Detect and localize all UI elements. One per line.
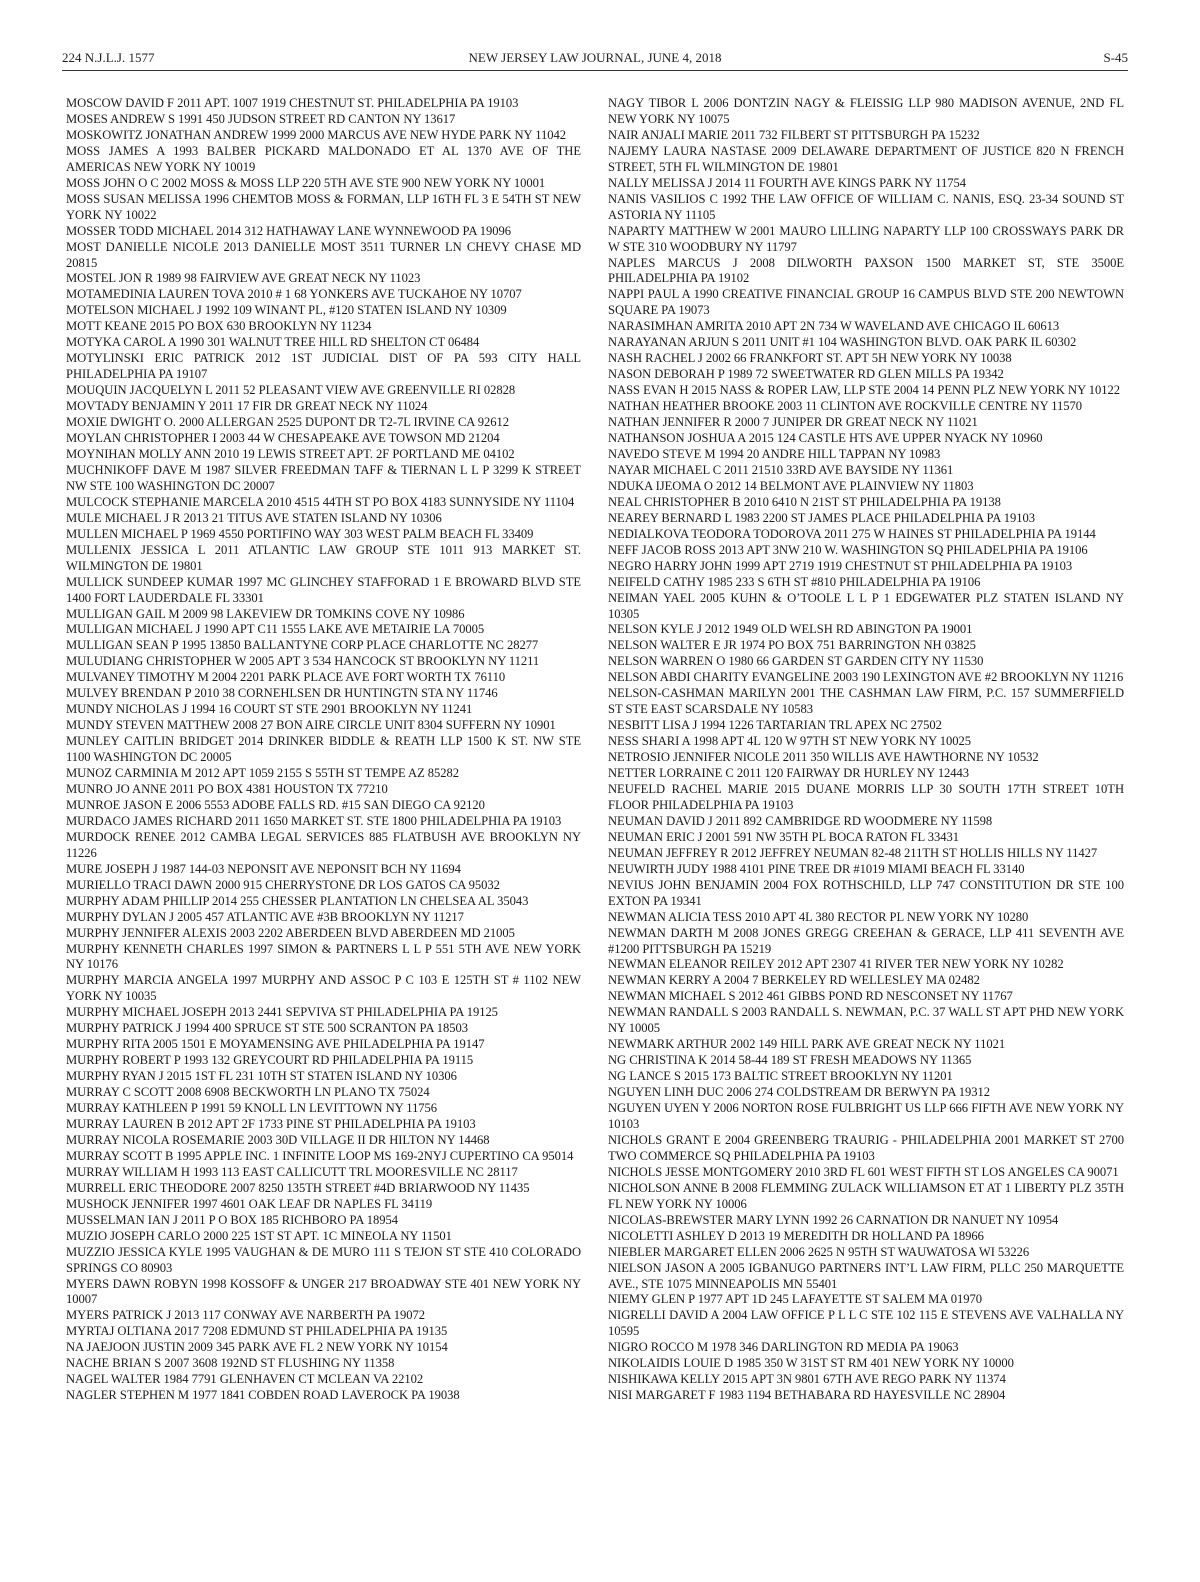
- attorney-entry: NISHIKAWA KELLY 2015 APT 3N 9801 67TH AVE REGO PARK NY 11374: [608, 1372, 1006, 1387]
- attorney-entry: NEUMAN JEFFREY R 2012 JEFFREY NEUMAN 82-48 211TH ST HOLLIS HILLS NY 11427: [608, 845, 1098, 860]
- attorney-entry: NAYAR MICHAEL C 2011 21510 33RD AVE BAYSIDE NY 11361: [608, 462, 954, 477]
- attorney-entry: MUNOZ CARMINIA M 2012 APT 1059 2155 S 55TH ST TEMPE AZ 85282: [66, 766, 460, 781]
- attorney-entry: MOSCOW DAVID F 2011 APT. 1007 1919 CHESTNUT ST. PHILADELPHIA PA 19103: [66, 96, 519, 110]
- attorney-entry: MURDACO JAMES RICHARD 2011 1650 MARKET ST. STE 1800 PHILADELPHIA PA 19103: [66, 813, 562, 828]
- attorney-entry: MUNLEY CAITLIN BRIDGET 2014 DRINKER BIDDLE & REATH LLP 1500 K ST. NW STE 1100 WASHINGTON DC 20005: [66, 734, 581, 765]
- journal-date: NEW JERSEY LAW JOURNAL, JUNE 4, 2018: [468, 50, 722, 65]
- attorney-entry: MOTT KEANE 2015 PO BOX 630 BROOKLYN NY 11234: [66, 319, 372, 334]
- attorney-entry: MURPHY ROBERT P 1993 132 GREYCOURT RD PHILADELPHIA PA 19115: [66, 1053, 474, 1068]
- attorney-entry: MOXIE DWIGHT O. 2000 ALLERGAN 2525 DUPONT DR T2-7L IRVINE CA 92612: [66, 415, 509, 430]
- attorney-entry: MULVEY BRENDAN P 2010 38 CORNEHLSEN DR HUNTINGTN STA NY 11746: [66, 686, 498, 701]
- attorney-entry: NEAREY BERNARD L 1983 2200 ST JAMES PLACE PHILADELPHIA PA 19103: [608, 510, 1035, 525]
- page-number: S-45: [1103, 50, 1128, 65]
- attorney-entry: MOSTEL JON R 1989 98 FAIRVIEW AVE GREAT NECK NY 11023: [66, 271, 421, 286]
- attorney-entry: NEVIUS JOHN BENJAMIN 2004 FOX ROTHSCHILD, LLP 747 CONSTITUTION DR STE 100 EXTON PA 19341: [608, 877, 1124, 908]
- attorney-entry: MURE JOSEPH J 1987 144-03 NEPONSIT AVE NEPONSIT BCH NY 11694: [66, 861, 461, 876]
- attorney-entry: NIEBLER MARGARET ELLEN 2006 2625 N 95TH ST WAUWATOSA WI 53226: [608, 1244, 1030, 1259]
- attorney-entry: MULLEN MICHAEL P 1969 4550 PORTIFINO WAY 303 WEST PALM BEACH FL 33409: [66, 526, 534, 541]
- attorney-entry: NGUYEN UYEN Y 2006 NORTON ROSE FULBRIGHT US LLP 666 FIFTH AVE NEW YORK NY 10103: [608, 1101, 1124, 1131]
- attorney-entry: NEFF JACOB ROSS 2013 APT 3NW 210 W. WASHINGTON SQ PHILADELPHIA PA 19106: [608, 542, 1088, 557]
- attorney-entry: MOSSER TODD MICHAEL 2014 312 HATHAWAY LANE WYNNEWOOD PA 19096: [66, 223, 512, 238]
- attorney-entry: MURIELLO TRACI DAWN 2000 915 CHERRYSTONE DR LOS GATOS CA 95032: [66, 877, 500, 892]
- attorney-entry: MURPHY RYAN J 2015 1ST FL 231 10TH ST STATEN ISLAND NY 10306: [66, 1069, 457, 1084]
- attorney-entry: MOSS JOHN O C 2002 MOSS & MOSS LLP 220 5TH AVE STE 900 NEW YORK NY 10001: [66, 175, 546, 190]
- attorney-entry: NEDIALKOVA TEODORA TODOROVA 2011 275 W HAINES ST PHILADELPHIA PA 19144: [608, 526, 1096, 541]
- attorney-entry: MUNDY STEVEN MATTHEW 2008 27 BON AIRE CIRCLE UNIT 8304 SUFFERN NY 10901: [66, 718, 556, 733]
- attorney-entry: NEIMAN YAEL 2005 KUHN & O’TOOLE L L P 1 EDGEWATER PLZ STATEN ISLAND NY 10305: [608, 590, 1124, 621]
- attorney-entry: NIELSON JASON A 2005 IGBANUGO PARTNERS INT’L LAW FIRM, PLLC 250 MARQUETTE AVE., STE 1075 MINNEAPOLIS MN 55401: [608, 1260, 1124, 1291]
- attorney-entry: MURPHY MICHAEL JOSEPH 2013 2441 SEPVIVA ST PHILADELPHIA PA 19125: [66, 1005, 498, 1020]
- attorney-entry: MOSKOWITZ JONATHAN ANDREW 1999 2000 MARCUS AVE NEW HYDE PARK NY 11042: [66, 127, 566, 142]
- attorney-entry: MULE MICHAEL J R 2013 21 TITUS AVE STATEN ISLAND NY 10306: [66, 510, 442, 525]
- attorney-entry: NAVEDO STEVE M 1994 20 ANDRE HILL TAPPAN NY 10983: [608, 446, 941, 461]
- attorney-entry: NESBITT LISA J 1994 1226 TARTARIAN TRL APEX NC 27502: [608, 718, 942, 733]
- attorney-entry: NEWMAN DARTH M 2008 JONES GREGG CREEHAN & GERACE, LLP 411 SEVENTH AVE #1200 PITTSBURGH PA 15219: [608, 925, 1124, 956]
- attorney-entry: NASH RACHEL J 2002 66 FRANKFORT ST. APT 5H NEW YORK NY 10038: [608, 351, 1012, 366]
- running-head: [62, 48, 1128, 71]
- attorney-entry: NETTER LORRAINE C 2011 120 FAIRWAY DR HURLEY NY 12443: [608, 766, 970, 781]
- attorney-entry: MOTYLINSKI ERIC PATRICK 2012 1ST JUDICIAL DIST OF PA 593 CITY HALL PHILADELPHIA PA 19107: [66, 351, 581, 382]
- attorney-entry: MURRAY LAUREN B 2012 APT 2F 1733 PINE ST PHILADELPHIA PA 19103: [66, 1117, 476, 1131]
- attorney-entry: MURRAY KATHLEEN P 1991 59 KNOLL LN LEVITTOWN NY 11756: [66, 1101, 438, 1116]
- attorney-entry: MULLIGAN SEAN P 1995 13850 BALLANTYNE CORP PLACE CHARLOTTE NC 28277: [66, 638, 539, 653]
- attorney-entry: NIKOLAIDIS LOUIE D 1985 350 W 31ST ST RM 401 NEW YORK NY 10000: [608, 1356, 1014, 1371]
- attorney-entry: MURPHY PATRICK J 1994 400 SPRUCE ST STE 500 SCRANTON PA 18503: [66, 1021, 469, 1036]
- attorney-entry: MUNROE JASON E 2006 5553 ADOBE FALLS RD. #15 SAN DIEGO CA 92120: [66, 797, 485, 812]
- attorney-entry: NELSON-CASHMAN MARILYN 2001 THE CASHMAN LAW FIRM, P.C. 157 SUMMERFIELD ST STE EAST SCARSDALE NY 10583: [608, 686, 1124, 717]
- attorney-entry: NATHANSON JOSHUA A 2015 124 CASTLE HTS AVE UPPER NYACK NY 10960: [608, 431, 1043, 446]
- attorney-entry: NARAYANAN ARJUN S 2011 UNIT #1 104 WASHINGTON BLVD. OAK PARK IL 60302: [608, 335, 1077, 350]
- attorney-entry: NAIR ANJALI MARIE 2011 732 FILBERT ST PITTSBURGH PA 15232: [608, 127, 980, 142]
- attorney-entry: NDUKA IJEOMA O 2012 14 BELMONT AVE PLAINVIEW NY 11803: [608, 478, 974, 493]
- attorney-entry: MUNRO JO ANNE 2011 PO BOX 4381 HOUSTON TX 77210: [66, 781, 388, 796]
- attorney-entry: MURRELL ERIC THEODORE 2007 8250 135TH STREET #4D BRIARWOOD NY 11435: [66, 1180, 530, 1195]
- attorney-entry: NAGY TIBOR L 2006 DONTZIN NAGY & FLEISSIG LLP 980 MADISON AVENUE, 2ND FL NEW YORK NY 10075: [608, 96, 1124, 126]
- attorney-entry: MOST DANIELLE NICOLE 2013 DANIELLE MOST 3511 TURNER LN CHEVY CHASE MD 20815: [66, 239, 581, 270]
- attorney-entry: NEWMAN MICHAEL S 2012 461 GIBBS POND RD NESCONSET NY 11767: [608, 989, 1013, 1004]
- attorney-entry: NELSON ABDI CHARITY EVANGELINE 2003 190 LEXINGTON AVE #2 BROOKLYN NY 11216: [608, 670, 1124, 685]
- attorney-entry: MULLIGAN GAIL M 2009 98 LAKEVIEW DR TOMKINS COVE NY 10986: [66, 606, 465, 621]
- attorney-entry: NELSON KYLE J 2012 1949 OLD WELSH RD ABINGTON PA 19001: [608, 622, 973, 637]
- attorney-entry: NIGRELLI DAVID A 2004 LAW OFFICE P L L C STE 102 115 E STEVENS AVE VALHALLA NY 10595: [608, 1308, 1124, 1339]
- attorney-entry: NESS SHARI A 1998 APT 4L 120 W 97TH ST NEW YORK NY 10025: [608, 734, 972, 749]
- attorney-entry: NELSON WALTER E JR 1974 PO BOX 751 BARRINGTON NH 03825: [608, 638, 976, 653]
- attorney-entry: MURRAY C SCOTT 2008 6908 BECKWORTH LN PLANO TX 75024: [66, 1085, 430, 1100]
- attorney-entry: MUZIO JOSEPH CARLO 2000 225 1ST ST APT. 1C MINEOLA NY 11501: [66, 1228, 452, 1243]
- attorney-entry: MOUQUIN JACQUELYN L 2011 52 PLEASANT VIEW AVE GREENVILLE RI 02828: [66, 383, 516, 398]
- attorney-entry: NEWMAN RANDALL S 2003 RANDALL S. NEWMAN, P.C. 37 WALL ST APT PHD NEW YORK NY 10005: [608, 1005, 1124, 1036]
- attorney-entry: MOYNIHAN MOLLY ANN 2010 19 LEWIS STREET APT. 2F PORTLAND ME 04102: [66, 446, 515, 461]
- attorney-entry: NG CHRISTINA K 2014 58-44 189 ST FRESH MEADOWS NY 11365: [608, 1053, 972, 1068]
- attorney-entry: NEWMAN ELEANOR REILEY 2012 APT 2307 41 RIVER TER NEW YORK NY 10282: [608, 957, 1064, 972]
- attorney-entry: NARASIMHAN AMRITA 2010 APT 2N 734 W WAVELAND AVE CHICAGO IL 60613: [608, 319, 1060, 334]
- attorney-entry: NALLY MELISSA J 2014 11 FOURTH AVE KINGS PARK NY 11754: [608, 175, 966, 190]
- attorney-entry: NICHOLS GRANT E 2004 GREENBERG TRAURIG - PHILADELPHIA 2001 MARKET ST 2700 TWO COMMERCE SQ PHILADELPHIA PA 19103: [608, 1132, 1124, 1163]
- attorney-entry: MURPHY ADAM PHILLIP 2014 255 CHESSER PLANTATION LN CHELSEA AL 35043: [66, 893, 529, 908]
- right-column: [608, 96, 1124, 1404]
- attorney-entry: NA JAEJOON JUSTIN 2009 345 PARK AVE FL 2 NEW YORK NY 10154: [66, 1340, 448, 1355]
- attorney-entry: MURRAY NICOLA ROSEMARIE 2003 30D VILLAGE II DR HILTON NY 14468: [66, 1132, 490, 1147]
- attorney-entry: MOSES ANDREW S 1991 450 JUDSON STREET RD CANTON NY 13617: [66, 111, 456, 126]
- attorney-entry: NEWMARK ARTHUR 2002 149 HILL PARK AVE GREAT NECK NY 11021: [608, 1037, 1006, 1052]
- attorney-entry: NIGRO ROCCO M 1978 346 DARLINGTON RD MEDIA PA 19063: [608, 1340, 959, 1355]
- attorney-entry: NANIS VASILIOS C 1992 THE LAW OFFICE OF WILLIAM C. NANIS, ESQ. 23-34 SOUND ST ASTORIA NY 11105: [608, 191, 1124, 222]
- attorney-entry: NEUWIRTH JUDY 1988 4101 PINE TREE DR #1019 MIAMI BEACH FL 33140: [608, 861, 1025, 876]
- attorney-entry: MURPHY DYLAN J 2005 457 ATLANTIC AVE #3B BROOKLYN NY 11217: [66, 909, 464, 924]
- attorney-entry: NIEMY GLEN P 1977 APT 1D 245 LAFAYETTE ST SALEM MA 01970: [608, 1292, 982, 1307]
- attorney-entry: NEWMAN ALICIA TESS 2010 APT 4L 380 RECTOR PL NEW YORK NY 10280: [608, 909, 1029, 924]
- attorney-entry: MUZZIO JESSICA KYLE 1995 VAUGHAN & DE MURO 111 S TEJON ST STE 410 COLORADO SPRINGS CO 80903: [66, 1244, 581, 1275]
- attorney-entry: NISI MARGARET F 1983 1194 BETHABARA RD HAYESVILLE NC 28904: [608, 1388, 1006, 1403]
- attorney-entry: MOTYKA CAROL A 1990 301 WALNUT TREE HILL RD SHELTON CT 06484: [66, 335, 480, 350]
- citation: 224 N.J.L.J. 1577: [62, 50, 155, 65]
- attorney-entry: MYERS DAWN ROBYN 1998 KOSSOFF & UNGER 217 BROADWAY STE 401 NEW YORK NY 10007: [66, 1276, 581, 1307]
- attorney-entry: NASS EVAN H 2015 NASS & ROPER LAW, LLP STE 2004 14 PENN PLZ NEW YORK NY 10122: [608, 383, 1120, 398]
- attorney-entry: NEUMAN DAVID J 2011 892 CAMBRIDGE RD WOODMERE NY 11598: [608, 813, 993, 828]
- attorney-entry: MUSSELMAN IAN J 2011 P O BOX 185 RICHBORO PA 18954: [66, 1212, 398, 1227]
- attorney-entry: MURPHY MARCIA ANGELA 1997 MURPHY AND ASSOC P C 103 E 125TH ST # 1102 NEW YORK NY 10035: [66, 973, 581, 1004]
- attorney-entry: NELSON WARREN O 1980 66 GARDEN ST GARDEN CITY NY 11530: [608, 654, 984, 669]
- attorney-entry: MOTELSON MICHAEL J 1992 109 WINANT PL, #120 STATEN ISLAND NY 10309: [66, 303, 507, 318]
- attorney-entry: MOVTADY BENJAMIN Y 2011 17 FIR DR GREAT NECK NY 11024: [66, 399, 428, 414]
- attorney-entry: MULLENIX JESSICA L 2011 ATLANTIC LAW GROUP STE 1011 913 MARKET ST. WILMINGTON DE 19801: [66, 542, 581, 573]
- attorney-entry: NETROSIO JENNIFER NICOLE 2011 350 WILLIS AVE HAWTHORNE NY 10532: [608, 750, 1039, 765]
- attorney-entry: MOSS JAMES A 1993 BALBER PICKARD MALDONADO ET AL 1370 AVE OF THE AMERICAS NEW YORK NY 10019: [66, 143, 581, 174]
- attorney-entry: NEIFELD CATHY 1985 233 S 6TH ST #810 PHILADELPHIA PA 19106: [608, 574, 981, 589]
- attorney-entry: MURDOCK RENEE 2012 CAMBA LEGAL SERVICES 885 FLATBUSH AVE BROOKLYN NY 11226: [66, 829, 581, 860]
- attorney-entry: NASON DEBORAH P 1989 72 SWEETWATER RD GLEN MILLS PA 19342: [608, 367, 1004, 382]
- attorney-entry: NICHOLS JESSE MONTGOMERY 2010 3RD FL 601 WEST FIFTH ST LOS ANGELES CA 90071: [608, 1164, 1119, 1179]
- attorney-entry: MOSS SUSAN MELISSA 1996 CHEMTOB MOSS & FORMAN, LLP 16TH FL 3 E 54TH ST NEW YORK NY 10022: [66, 191, 581, 222]
- attorney-entry: NG LANCE S 2015 173 BALTIC STREET BROOKLYN NY 11201: [608, 1069, 953, 1084]
- attorney-entry: NICOLAS-BREWSTER MARY LYNN 1992 26 CARNATION DR NANUET NY 10954: [608, 1212, 1059, 1227]
- attorney-entry: MUCHNIKOFF DAVE M 1987 SILVER FREEDMAN TAFF & TIERNAN L L P 3299 K STREET NW STE 100 WASHINGTON DC 20007: [66, 462, 581, 493]
- attorney-entry: MULCOCK STEPHANIE MARCELA 2010 4515 44TH ST PO BOX 4183 SUNNYSIDE NY 11104: [66, 494, 575, 509]
- left-column: [66, 96, 581, 1404]
- attorney-entry: NATHAN HEATHER BROOKE 2003 11 CLINTON AVE ROCKVILLE CENTRE NY 11570: [608, 399, 1083, 414]
- attorney-entry: NAPPI PAUL A 1990 CREATIVE FINANCIAL GROUP 16 CAMPUS BLVD STE 200 NEWTOWN SQUARE PA 19073: [608, 287, 1124, 318]
- attorney-entry: MYERS PATRICK J 2013 117 CONWAY AVE NARBERTH PA 19072: [66, 1308, 425, 1323]
- attorney-entry: MULVANEY TIMOTHY M 2004 2201 PARK PLACE AVE FORT WORTH TX 76110: [66, 670, 506, 685]
- attorney-entry: NEGRO HARRY JOHN 1999 APT 2719 1919 CHESTNUT ST PHILADELPHIA PA 19103: [608, 558, 1073, 573]
- attorney-entry: NATHAN JENNIFER R 2000 7 JUNIPER DR GREAT NECK NY 11021: [608, 415, 978, 430]
- attorney-entry: NICHOLSON ANNE B 2008 FLEMMING ZULACK WILLIAMSON ET AT 1 LIBERTY PLZ 35TH FL NEW YORK NY 10006: [608, 1180, 1124, 1211]
- attorney-entry: NAGEL WALTER 1984 7791 GLENHAVEN CT MCLEAN VA 22102: [66, 1372, 424, 1387]
- attorney-entry: NEUFELD RACHEL MARIE 2015 DUANE MORRIS LLP 30 SOUTH 17TH STREET 10TH FLOOR PHILADELPHIA PA 19103: [608, 781, 1124, 812]
- attorney-entry: NEWMAN KERRY A 2004 7 BERKELEY RD WELLESLEY MA 02482: [608, 973, 980, 988]
- attorney-entry: NEAL CHRISTOPHER B 2010 6410 N 21ST ST PHILADELPHIA PA 19138: [608, 494, 1001, 509]
- attorney-entry: NAPARTY MATTHEW W 2001 MAURO LILLING NAPARTY LLP 100 CROSSWAYS PARK DR W STE 310 WOODBURY NY 11797: [608, 223, 1124, 254]
- attorney-entry: NAGLER STEPHEN M 1977 1841 COBDEN ROAD LAVEROCK PA 19038: [66, 1388, 460, 1403]
- attorney-entry: MURPHY JENNIFER ALEXIS 2003 2202 ABERDEEN BLVD ABERDEEN MD 21005: [66, 925, 515, 940]
- attorney-entry: MULUDIANG CHRISTOPHER W 2005 APT 3 534 HANCOCK ST BROOKLYN NY 11211: [66, 654, 540, 669]
- attorney-entry: MURPHY KENNETH CHARLES 1997 SIMON & PARTNERS L L P 551 5TH AVE NEW YORK NY 10176: [66, 941, 581, 972]
- attorney-entry: MURPHY RITA 2005 1501 E MOYAMENSING AVE PHILADELPHIA PA 19147: [66, 1037, 485, 1052]
- attorney-entry: MUSHOCK JENNIFER 1997 4601 OAK LEAF DR NAPLES FL 34119: [66, 1196, 433, 1211]
- attorney-entry: MURRAY WILLIAM H 1993 113 EAST CALLICUTT TRL MOORESVILLE NC 28117: [66, 1164, 518, 1179]
- attorney-entry: NGUYEN LINH DUC 2006 274 COLDSTREAM DR BERWYN PA 19312: [608, 1085, 991, 1100]
- attorney-entry: MULLICK SUNDEEP KUMAR 1997 MC GLINCHEY STAFFORAD 1 E BROWARD BLVD STE 1400 FORT LAUDERDALE FL 33301: [66, 574, 581, 605]
- attorney-entry: NAJEMY LAURA NASTASE 2009 DELAWARE DEPARTMENT OF JUSTICE 820 N FRENCH STREET, 5TH FL WILMINGTON DE 19801: [608, 143, 1124, 174]
- attorney-entry: MURRAY SCOTT B 1995 APPLE INC. 1 INFINITE LOOP MS 169-2NYJ CUPERTINO CA 95014: [66, 1148, 574, 1163]
- attorney-entry: MULLIGAN MICHAEL J 1990 APT C11 1555 LAKE AVE METAIRIE LA 70005: [66, 622, 485, 637]
- attorney-entry: MOYLAN CHRISTOPHER I 2003 44 W CHESAPEAKE AVE TOWSON MD 21204: [66, 431, 500, 446]
- attorney-entry: NICOLETTI ASHLEY D 2013 19 MEREDITH DR HOLLAND PA 18966: [608, 1228, 984, 1243]
- attorney-entry: NEUMAN ERIC J 2001 591 NW 35TH PL BOCA RATON FL 33431: [608, 829, 960, 844]
- attorney-entry: NACHE BRIAN S 2007 3608 192ND ST FLUSHING NY 11358: [66, 1356, 395, 1371]
- attorney-entry: MOTAMEDINIA LAUREN TOVA 2010 # 1 68 YONKERS AVE TUCKAHOE NY 10707: [66, 287, 522, 302]
- attorney-entry: MUNDY NICHOLAS J 1994 16 COURT ST STE 2901 BROOKLYN NY 11241: [66, 702, 473, 717]
- attorney-entry: MYRTAJ OLTIANA 2017 7208 EDMUND ST PHILADELPHIA PA 19135: [66, 1324, 448, 1339]
- attorney-entry: NAPLES MARCUS J 2008 DILWORTH PAXSON 1500 MARKET ST, STE 3500E PHILADELPHIA PA 19102: [608, 255, 1124, 286]
